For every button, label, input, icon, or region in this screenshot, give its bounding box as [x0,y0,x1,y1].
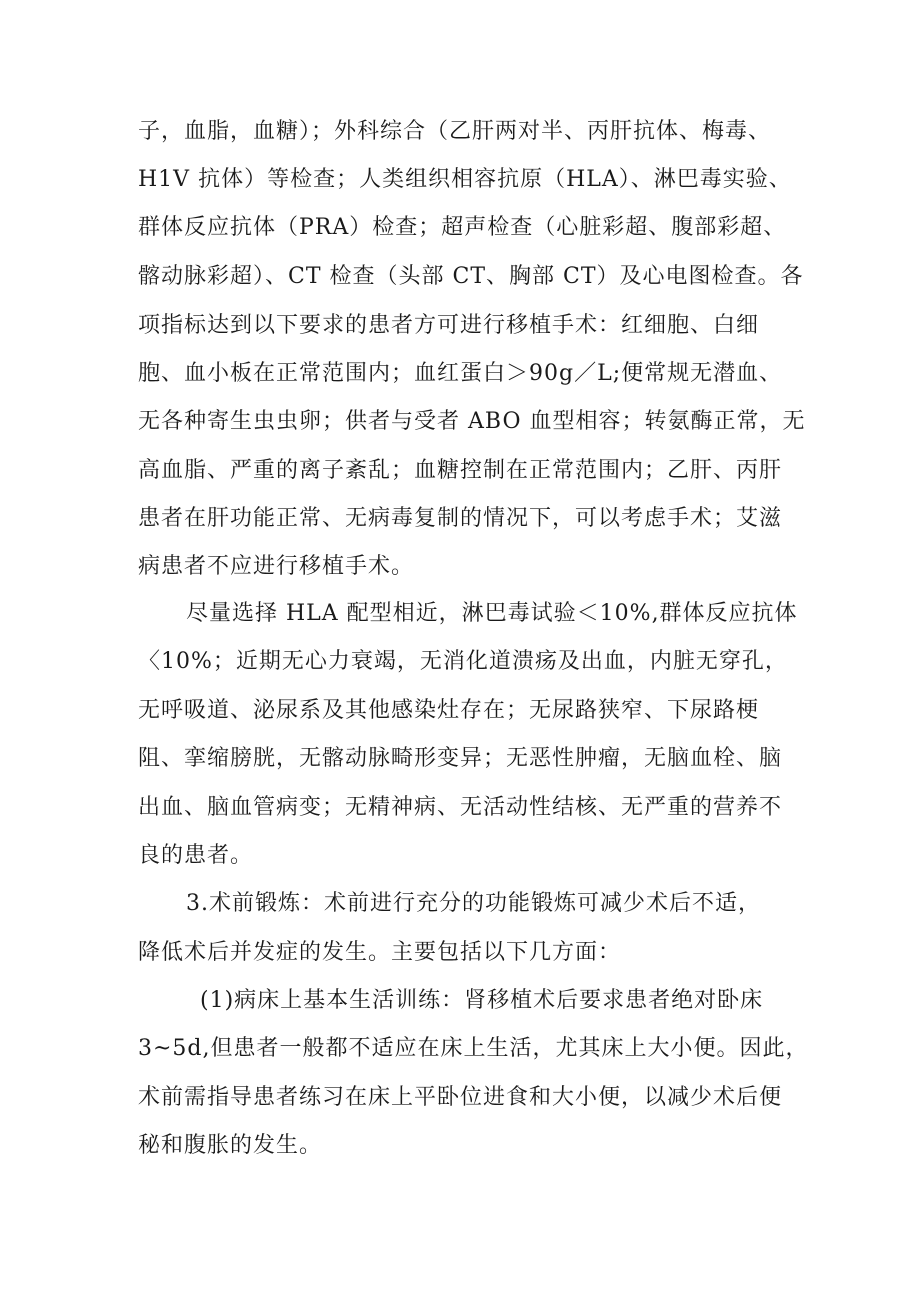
section-heading-line: 3.术前锻炼：术前进行充分的功能锻炼可减少术后不适， [186,891,761,916]
text-line: H1V 抗体）等检查；人类组织相容抗原（HLA）、淋巴毒实验、 [138,167,792,192]
text-line: 术前需指导患者练习在床上平卧位进食和大小便，以减少术后便 [138,1085,783,1110]
subsection-heading-line: (1)病床上基本生活训练：肾移植术后要求患者绝对卧床 [200,988,764,1013]
text-line: 良的患者。 [138,843,254,868]
text-line: 无呼吸道、泌尿系及其他感染灶存在；无尿路狭窄、下尿路梗 [138,698,760,723]
text-line: 无各种寄生虫虫卵；供者与受者 ABO 血型相容；转氨酶正常，无 [138,409,806,434]
paragraph-start-line: 尽量选择 HLA 配型相近，淋巴毒试验＜10%,群体反应抗体 [186,601,798,626]
text-line: 阻、挛缩膀胱，无髂动脉畸形变异；无恶性肿瘤，无脑血栓、脑 [138,746,783,771]
text-line: 群体反应抗体（PRA）检查；超声检查（心脏彩超、腹部彩超、 [138,215,787,240]
text-line: 高血脂、严重的离子紊乱；血糖控制在正常范围内；乙肝、丙肝 [138,458,783,483]
text-line: 病患者不应进行移植手术。 [138,554,415,579]
text-line: 项指标达到以下要求的患者方可进行移植手术：红细胞、白细 [138,313,760,338]
text-line: 〈10%；近期无心力衰竭，无消化道溃疡及出血，内脏无穿孔， [138,649,788,674]
text-line: 降低术后并发症的发生。主要包括以下几方面： [138,940,622,965]
text-line: 患者在肝功能正常、无病毒复制的情况下，可以考虑手术；艾滋 [138,506,783,531]
text-line: 子，血脂，血糖）；外科综合（乙肝两对半、丙肝抗体、梅毒、 [138,119,772,144]
text-line: 髂动脉彩超）、CT 检查（头部 CT、胸部 CT）及心电图检查。各 [138,264,804,289]
text-line: 胞、血小板在正常范围内；血红蛋白＞90g／L;便常规无潜血、 [138,361,783,386]
text-line: 出血、脑血管病变；无精神病、无活动性结核、无严重的营养不 [138,795,783,820]
text-line: 3~5d,但患者一般都不适应在床上生活，尤其床上大小便。因此， [138,1036,809,1061]
text-line: 秘和腹胀的发生。 [138,1133,323,1158]
